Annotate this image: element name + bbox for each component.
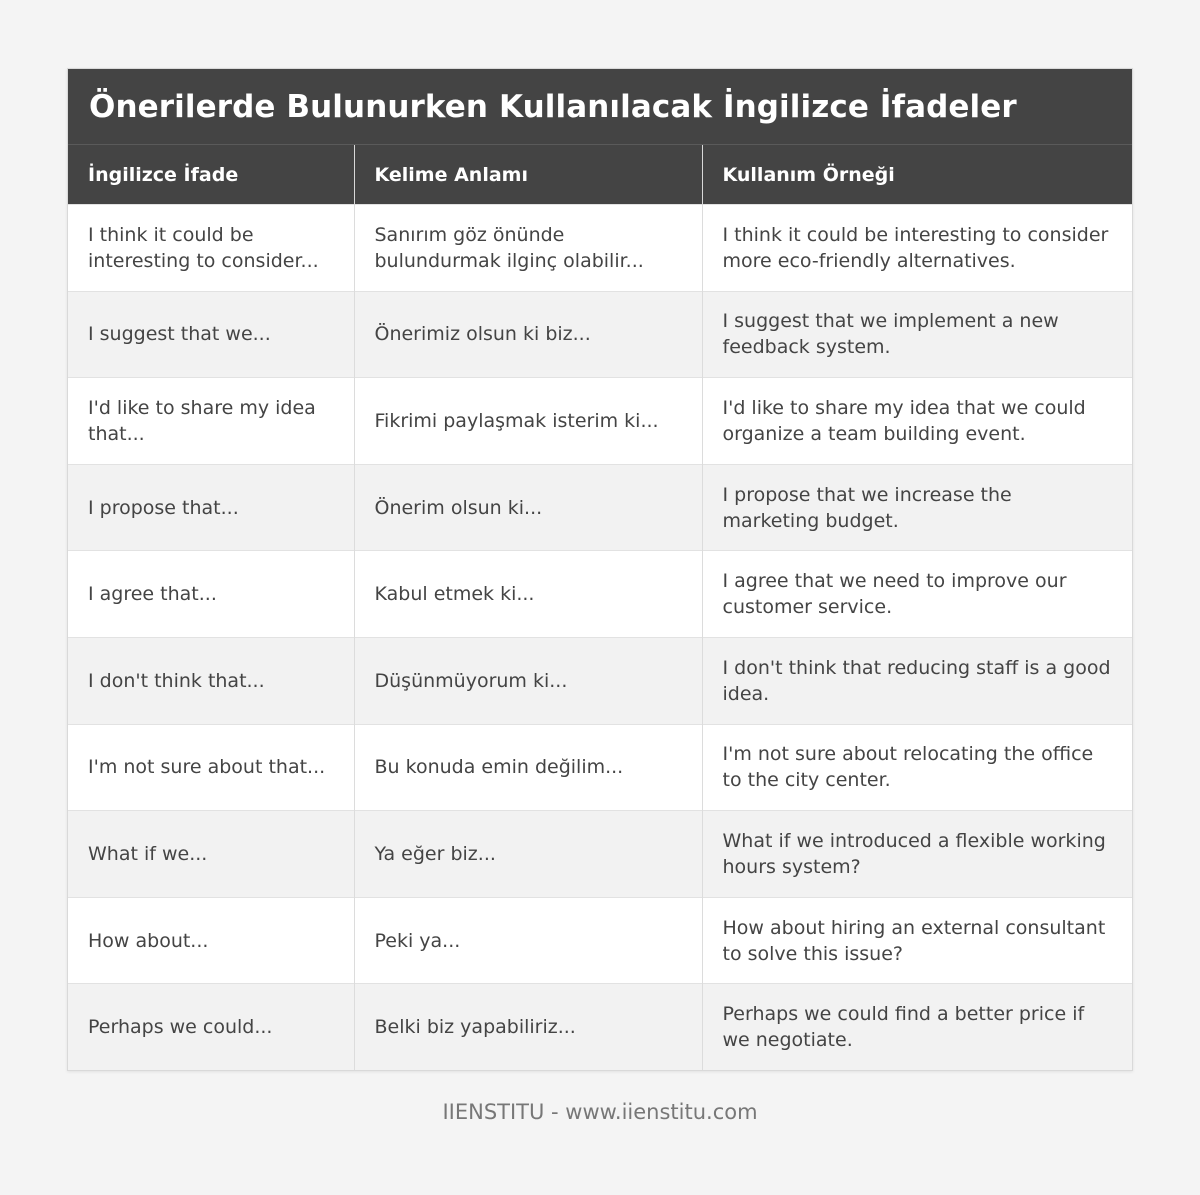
cell-meaning: Sanırım göz önünde bulundurmak ilginç olabilir... bbox=[354, 205, 702, 292]
cell-usage-example: I suggest that we implement a new feedback system. bbox=[702, 291, 1132, 378]
cell-meaning: Önerimiz olsun ki biz... bbox=[354, 291, 702, 378]
phrases-table bbox=[68, 145, 1132, 1070]
table-row bbox=[68, 464, 1132, 551]
cell-usage-example: I think it could be interesting to consider more eco-friendly alternatives. bbox=[702, 205, 1132, 292]
cell-meaning: Ya eğer biz... bbox=[354, 811, 702, 898]
cell-meaning: Fikrimi paylaşmak isterim ki... bbox=[354, 378, 702, 465]
cell-meaning: Kabul etmek ki... bbox=[354, 551, 702, 638]
table-header-row bbox=[68, 145, 1132, 205]
cell-meaning: Bu konuda emin değilim... bbox=[354, 724, 702, 811]
cell-english-phrase: I don't think that... bbox=[68, 637, 354, 724]
table-row bbox=[68, 724, 1132, 811]
table-row bbox=[68, 984, 1132, 1071]
cell-english-phrase: Perhaps we could... bbox=[68, 984, 354, 1071]
footer-credit: IIENSTITU - www.iienstitu.com bbox=[442, 1100, 758, 1124]
cell-usage-example: I propose that we increase the marketing budget. bbox=[702, 464, 1132, 551]
column-header-english-phrase: İngilizce İfade bbox=[68, 145, 354, 205]
cell-meaning: Düşünmüyorum ki... bbox=[354, 637, 702, 724]
cell-english-phrase: What if we... bbox=[68, 811, 354, 898]
table-row bbox=[68, 897, 1132, 984]
table-row bbox=[68, 637, 1132, 724]
title-bar bbox=[68, 69, 1132, 145]
cell-usage-example: I don't think that reducing staff is a good idea. bbox=[702, 637, 1132, 724]
column-header-usage-example: Kullanım Örneği bbox=[702, 145, 1132, 205]
table-row bbox=[68, 811, 1132, 898]
cell-usage-example: I'm not sure about relocating the office to the city center. bbox=[702, 724, 1132, 811]
cell-usage-example: What if we introduced a flexible working hours system? bbox=[702, 811, 1132, 898]
column-header-meaning: Kelime Anlamı bbox=[354, 145, 702, 205]
cell-english-phrase: I think it could be interesting to consider... bbox=[68, 205, 354, 292]
cell-usage-example: I agree that we need to improve our customer service. bbox=[702, 551, 1132, 638]
cell-english-phrase: I suggest that we... bbox=[68, 291, 354, 378]
cell-meaning: Peki ya... bbox=[354, 897, 702, 984]
phrases-card bbox=[67, 68, 1133, 1071]
table-row bbox=[68, 378, 1132, 465]
cell-meaning: Belki biz yapabiliriz... bbox=[354, 984, 702, 1071]
cell-english-phrase: How about... bbox=[68, 897, 354, 984]
cell-english-phrase: I agree that... bbox=[68, 551, 354, 638]
table-row bbox=[68, 551, 1132, 638]
table-row bbox=[68, 205, 1132, 292]
cell-english-phrase: I'm not sure about that... bbox=[68, 724, 354, 811]
table-row bbox=[68, 291, 1132, 378]
cell-usage-example: How about hiring an external consultant to solve this issue? bbox=[702, 897, 1132, 984]
page-title: Önerilerde Bulunurken Kullanılacak İngilizce İfadeler bbox=[89, 88, 1017, 125]
cell-english-phrase: I propose that... bbox=[68, 464, 354, 551]
cell-usage-example: Perhaps we could find a better price if we negotiate. bbox=[702, 984, 1132, 1071]
cell-english-phrase: I'd like to share my idea that... bbox=[68, 378, 354, 465]
cell-usage-example: I'd like to share my idea that we could organize a team building event. bbox=[702, 378, 1132, 465]
cell-meaning: Önerim olsun ki... bbox=[354, 464, 702, 551]
